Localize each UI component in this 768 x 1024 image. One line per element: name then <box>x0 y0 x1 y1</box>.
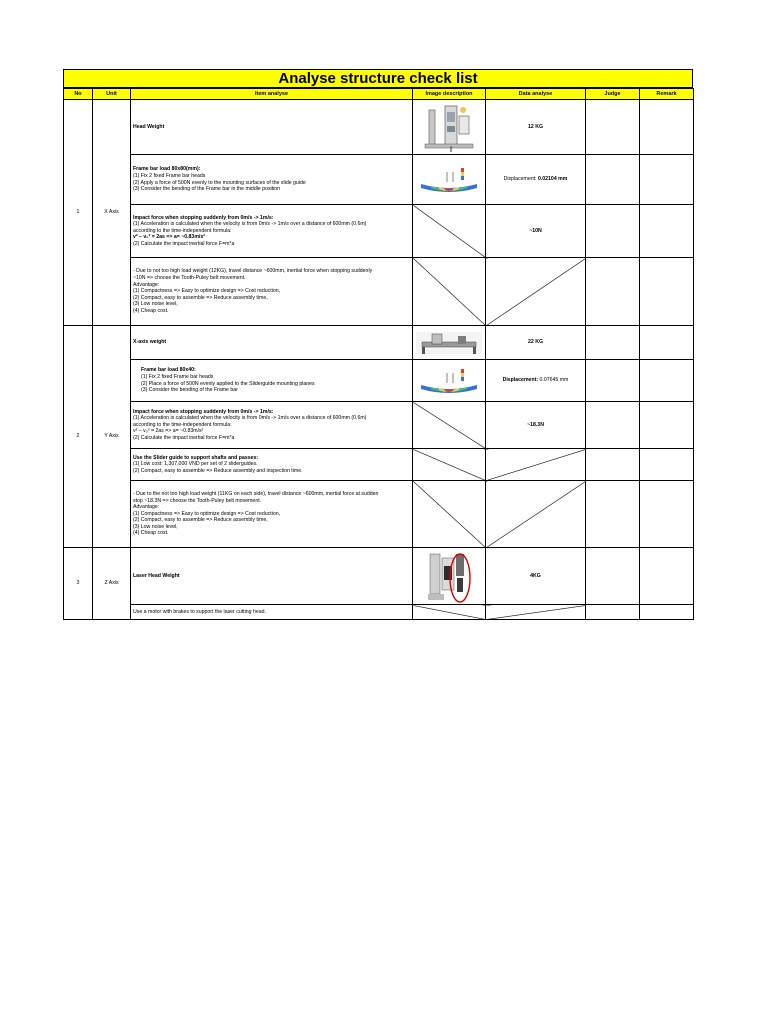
item-text-line: (2) Calculate the impact inertial force F=m*a <box>133 240 235 247</box>
item-text-line: Advantage: <box>133 504 160 511</box>
col-header-data: Data analyse <box>486 89 586 100</box>
table-row <box>64 155 694 205</box>
item-text-line: (4) Cheap cost. <box>133 530 169 537</box>
check-list-table <box>63 88 694 620</box>
data-value: 4KG <box>530 572 541 579</box>
table-row <box>64 205 694 258</box>
data-analyse-cell <box>486 100 586 155</box>
item-analyse-cell <box>131 326 413 360</box>
table-row <box>64 548 694 605</box>
data-analyse-cell <box>486 481 586 548</box>
table-row <box>64 449 694 481</box>
item-text-line: (1) Acceleration is calculated when the velocity is from 0m/s -> 1m/s over a distance of 600mm (0.6m) <box>133 221 367 228</box>
unit-name: Z Axis <box>93 548 131 620</box>
judge-cell <box>586 402 640 449</box>
item-text-line: X-axis weight <box>133 339 167 346</box>
item-text-line: v² – v₀² = 2as => a= ~0.83m/s² <box>133 234 205 241</box>
item-text-line: Laser Head Weight <box>133 572 180 579</box>
item-text-line: Frame bar load 80x40: <box>141 367 196 374</box>
col-header-unit: Unit <box>93 89 131 100</box>
item-text-line: (3) Consider the bending of the Frame bar <box>141 387 238 394</box>
displacement-simulation-image <box>413 166 485 194</box>
item-analyse-cell <box>131 155 413 205</box>
remark-cell <box>640 481 694 548</box>
item-text-line: (2) Compact, easy to assemble => Reduce assembly time, <box>133 294 268 301</box>
judge-cell <box>586 155 640 205</box>
item-text-line: (2) Apply a force of 500N evenly to the mounting surfaces of the slide guide <box>133 179 306 186</box>
remark-cell <box>640 100 694 155</box>
row-number: 2 <box>64 326 93 548</box>
item-text-line: - Due to not too high load weight (12KG), travel distance ~600mm, inertial force when stopping suddenly <box>133 268 373 275</box>
item-text-line: Head Weight <box>133 123 165 130</box>
col-header-remark: Remark <box>640 89 694 100</box>
item-text-line: Use the Slider guide to support shafts and passes: <box>133 454 259 461</box>
item-text-line: v² – v₀² = 2as => a= ~0.83m/s² <box>133 428 204 435</box>
item-text-line: Use a motor with brakes to support the laser cutting head. <box>133 608 266 615</box>
data-analyse-cell <box>486 258 586 326</box>
judge-cell <box>586 481 640 548</box>
check-list-sheet <box>63 69 693 620</box>
table-row <box>64 258 694 326</box>
col-header-image: Image description <box>413 89 486 100</box>
item-analyse-cell <box>131 258 413 326</box>
item-text-line: Impact force when stopping suddenly from 0m/s -> 1m/s: <box>133 214 274 221</box>
unit-name: X Axis <box>93 100 131 326</box>
col-header-judge: Judge <box>586 89 640 100</box>
header-row <box>64 89 694 100</box>
item-text-line: (3) Low noise level, <box>133 301 178 308</box>
image-description-cell <box>413 481 486 548</box>
item-text-line: (1) Compactness => Easy to optimize design => Cost reduction, <box>133 288 281 295</box>
item-text-line: Frame bar load 80x80(mm): <box>133 166 201 173</box>
data-analyse-cell <box>486 449 586 481</box>
item-text-line: (4) Cheap cost. <box>133 307 169 314</box>
image-description-cell <box>413 360 486 402</box>
item-text-line: (1) Fix 2 fixed Frame bar heads <box>133 172 206 179</box>
item-analyse-cell <box>131 205 413 258</box>
data-analyse-cell <box>486 326 586 360</box>
image-description-cell <box>413 205 486 258</box>
image-description-cell <box>413 605 486 620</box>
image-description-cell <box>413 548 486 605</box>
item-analyse-cell <box>131 449 413 481</box>
item-text-line: according to the time-independent formula: <box>133 227 232 234</box>
image-description-cell <box>413 155 486 205</box>
remark-cell <box>640 605 694 620</box>
judge-cell <box>586 548 640 605</box>
judge-cell <box>586 258 640 326</box>
table-row <box>64 360 694 402</box>
displacement-value: 0.02104 mm <box>537 176 568 183</box>
row-number: 3 <box>64 548 93 620</box>
item-analyse-cell <box>131 605 413 620</box>
image-description-cell <box>413 258 486 326</box>
item-text-line: (2) Place a force of 500N evenly applied to the Sliderguide mounting planes <box>141 380 315 387</box>
table-row <box>64 481 694 548</box>
data-analyse-cell <box>486 605 586 620</box>
row-number: 1 <box>64 100 93 326</box>
item-text-line: (2) Compact, easy to assemble => Reduce assembly time, <box>133 517 268 524</box>
table-row <box>64 100 694 155</box>
table-row <box>64 326 694 360</box>
item-text-line: (1) Low cost: 1,307,000 VND per set of 2 sliderguides. <box>133 461 258 468</box>
judge-cell <box>586 326 640 360</box>
item-text-line: (1) Compactness => Easy to optimize design => Cost reduction, <box>133 510 281 517</box>
remark-cell <box>640 449 694 481</box>
data-value: 22 KG <box>528 339 543 346</box>
item-text-line: stop ~18.3N => choose the Tooth-Puley belt movement. <box>133 497 262 504</box>
item-text-line: (2) Compact, easy to assemble => Reduce assembly and inspection time. <box>133 467 303 474</box>
data-value: ~18.3N <box>527 421 544 428</box>
item-text-line: according to the time-independent formula: <box>133 421 232 428</box>
remark-cell <box>640 326 694 360</box>
data-analyse-cell <box>486 402 586 449</box>
remark-cell <box>640 205 694 258</box>
item-text-line: (1) Fix 2 fixed Frame bar heads <box>141 373 214 380</box>
item-analyse-cell <box>131 481 413 548</box>
item-text-line: (3) Low noise level, <box>133 523 178 530</box>
displacement-label: Displacement: <box>503 176 537 183</box>
data-analyse-cell <box>486 155 586 205</box>
remark-cell <box>640 548 694 605</box>
remark-cell <box>640 258 694 326</box>
item-text-line: (2) Calculate the impact inertial force F=m*a <box>133 434 235 441</box>
displacement-label: Displacement: <box>502 377 539 384</box>
item-text-line: (3) Consider the bending of the Frame bar in the middle position <box>133 186 281 193</box>
item-text-line: (1) Acceleration is calculated when the velocity is from 0m/s -> 1m/s over a distance of 600mm (0.6m) <box>133 415 367 422</box>
judge-cell <box>586 360 640 402</box>
displacement-simulation-image <box>413 367 485 395</box>
item-analyse-cell <box>131 548 413 605</box>
sheet-title: Analyse structure check list <box>63 69 693 88</box>
item-analyse-cell <box>131 360 413 402</box>
laser-head-image <box>413 548 485 604</box>
displacement-value: 0.07645 mm <box>539 377 569 384</box>
table-row <box>64 402 694 449</box>
item-text-line: Impact force when stopping suddenly from 0m/s -> 1m/s: <box>133 408 274 415</box>
unit-name: Y Axis <box>93 326 131 548</box>
judge-cell <box>586 205 640 258</box>
item-text-line: Advantage: <box>133 281 160 288</box>
x-axis-frame-image <box>413 328 485 358</box>
col-header-no: No <box>64 89 93 100</box>
item-text-line: - Due to the not too high load weight (11KG on each side), travel distance ~600mm, inertial force at sudden <box>133 490 379 497</box>
image-description-cell <box>413 402 486 449</box>
judge-cell <box>586 100 640 155</box>
image-description-cell <box>413 326 486 360</box>
image-description-cell <box>413 449 486 481</box>
data-analyse-cell <box>486 205 586 258</box>
data-value: 12 KG <box>528 123 543 130</box>
remark-cell <box>640 360 694 402</box>
col-header-item: Item analyse <box>131 89 413 100</box>
table-row <box>64 605 694 620</box>
judge-cell <box>586 605 640 620</box>
head-weight-render-image <box>413 102 485 152</box>
item-analyse-cell <box>131 100 413 155</box>
remark-cell <box>640 402 694 449</box>
data-value: ~10N <box>529 227 542 234</box>
item-text-line: ~10N => choose the Tooth-Puley belt movement. <box>133 275 246 282</box>
data-analyse-cell <box>486 360 586 402</box>
judge-cell <box>586 449 640 481</box>
image-description-cell <box>413 100 486 155</box>
data-analyse-cell <box>486 548 586 605</box>
remark-cell <box>640 155 694 205</box>
item-analyse-cell <box>131 402 413 449</box>
